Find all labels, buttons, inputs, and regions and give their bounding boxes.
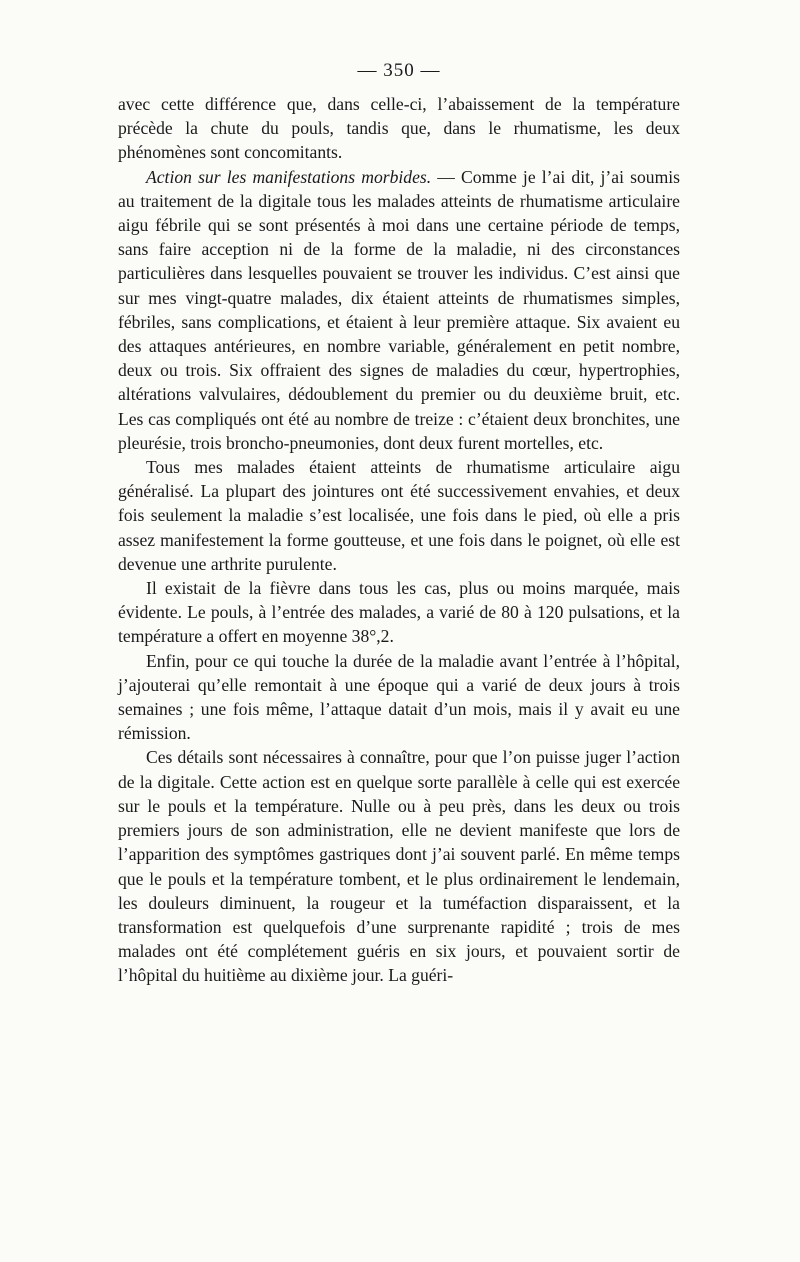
paragraph-1-text: avec cette différence que, dans celle-ci, l’abaissement de la température précède la chute du pouls, tandis que, dans le rhumatisme, les deux phénomènes sont concomitants. [118,94,680,163]
paragraph-3 [118,455,680,576]
paragraph-6-text: Ces détails sont nécessaires à connaître, pour que l’on puisse juger l’action de la digitale. Cette action est en quelque sorte parallèle à celle qui est exercée sur le pouls et la température. Nulle ou à peu près, dans les deux ou trois premiers jours de son administration, elle ne devient manifeste que lors de l’apparition des symptômes gastriques dont j’ai souvent parlé. En même temps que le pouls et la température tombent, et le plus ordinairement le lendemain, les douleurs diminuent, la rougeur et la tuméfaction disparaissent, et la transformation est quelquefois d’une surprenante rapidité ; trois de mes malades ont été complétement guéris en six jours, et pouvaient sortir de l’hôpital du huitième au dixième jour. La guéri- [118,747,680,986]
paragraph-1 [118,92,680,165]
paragraph-5 [118,649,680,746]
paragraph-6 [118,745,680,987]
paragraph-4-text: Il existait de la fièvre dans tous les cas, plus ou moins marquée, mais évidente. Le pouls, à l’entrée des malades, a varié de 80 à 120 pulsations, et la température a offert en moyenne 38°,2. [118,578,680,647]
paragraph-3-text: Tous mes malades étaient atteints de rhumatisme articulaire aigu généralisé. La plupart des jointures ont été successivement envahies, et deux fois seulement la maladie s’est localisée, une fois dans le pied, où elle a pris assez manifestement la forme goutteuse, et une fois dans le poignet, où elle est devenue une arthrite purulente. [118,457,680,574]
paragraph-5-text: Enfin, pour ce qui touche la durée de la maladie avant l’entrée à l’hôpital, j’ajouterai qu’elle remontait à une époque qui a varié de deux jours à trois semaines ; une fois même, l’attaque datait d’un mois, mais il y avait eu une rémission. [118,650,680,744]
paragraph-2 [118,165,680,455]
book-page [118,58,680,988]
paragraph-2-text: — Comme je l’ai dit, j’ai soumis au traitement de la digitale tous les malades atteints de rhumatisme articulaire aigu fébrile qui se sont présentés à moi dans une certaine période de temps, sans faire acception ni de la forme de la maladie, ni des circonstances particulières dans lesquelles pouvaient se trouver les individus. C’est ainsi que sur mes vingt-quatre malades, dix étaient atteints de rhumatismes simples, fébriles, sans complications, et étaient à leur première attaque. Six avaient eu des attaques antérieures, en nombre variable, généralement en petit nombre, deux ou trois. Six offraient des signes de maladies du cœur, hypertrophies, altérations valvulaires, dédoublement du premier ou du deuxième bruit, etc. Les cas compliqués ont été au nombre de treize : c’étaient deux bronchites, une pleurésie, trois broncho-pneumonies, dont deux furent mortelles, etc. [118,166,681,453]
section-heading-action: Action sur les manifestations morbides. [146,166,432,187]
page-number: — 350 — [357,60,441,81]
paragraph-4 [118,576,680,649]
